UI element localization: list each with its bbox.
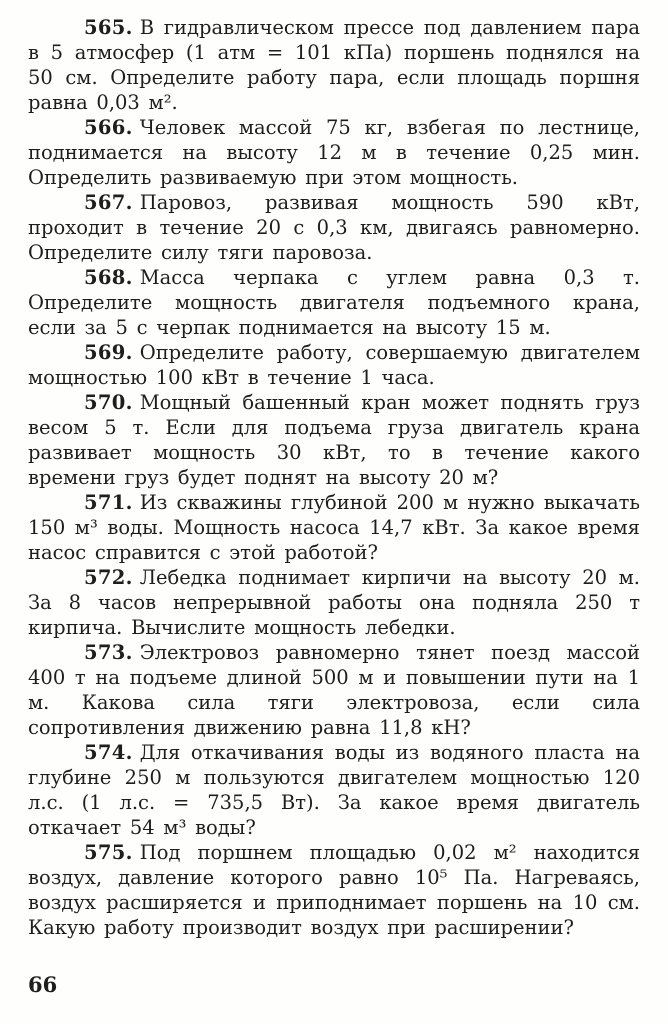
problem-568 — [28, 265, 640, 340]
problems-list — [28, 15, 640, 940]
problem-571-number: 571. — [84, 491, 133, 514]
problem-566 — [28, 115, 640, 190]
problem-574-text: Для откачивания воды из водяного пласта на глубине 250 м пользуются двигателем мощностью 120 л.с. (1 л.с. = 735,5 Вт). За какое время двигатель откачает 54 м³ воды? — [28, 741, 640, 839]
problem-572 — [28, 565, 640, 640]
page-footer — [28, 972, 57, 997]
problem-571 — [28, 490, 640, 565]
problem-575-text: Под поршнем площадью 0,02 м² находится воздух, давление которого равно 10⁵ Па. Нагреваясь, воздух расширяется и приподнимает поршень на 10 см. Какую работу производит воздух при расширении? — [28, 841, 640, 939]
problem-567 — [28, 190, 640, 265]
problem-572-number: 572. — [84, 566, 133, 589]
problem-569 — [28, 340, 640, 390]
problem-569-number: 569. — [84, 341, 133, 364]
page-number: 66 — [28, 972, 58, 997]
problem-574 — [28, 740, 640, 840]
problem-571-text: Из скважины глубиной 200 м нужно выкачать 150 м³ воды. Мощность насоса 14,7 кВт. За какое время насос справится с этой работой? — [28, 491, 640, 564]
problem-569-text: Определите работу, совершаемую двигателем мощностью 100 кВт в течение 1 часа. — [28, 341, 640, 389]
problem-565 — [28, 15, 640, 115]
problem-567-number: 567. — [84, 191, 133, 214]
problem-574-number: 574. — [84, 741, 133, 764]
problem-570 — [28, 390, 640, 490]
problem-570-text: Мощный башенный кран может поднять груз весом 5 т. Если для подъема груза двигатель крана развивает мощность 30 кВт, то в течение какого времени груз будет поднят на высоту 20 м? — [28, 391, 640, 489]
problem-566-number: 566. — [84, 116, 133, 139]
problem-565-number: 565. — [84, 16, 133, 39]
problem-573-number: 573. — [84, 641, 133, 664]
problem-567-text: Паровоз, развивая мощность 590 кВт, проходит в течение 20 с 0,3 км, двигаясь равномерно. Определите силу тяги паровоза. — [28, 191, 640, 264]
problem-565-text: В гидравлическом прессе под давлением пара в 5 атмосфер (1 атм = 101 кПа) поршень поднялся на 50 см. Определите работу пара, если площадь поршня равна 0,03 м². — [28, 16, 640, 114]
problem-570-number: 570. — [84, 391, 133, 414]
problem-575 — [28, 840, 640, 940]
problem-568-text: Масса черпака с углем равна 0,3 т. Определите мощность двигателя подъемного крана, если за 5 с черпак поднимается на высоту 15 м. — [28, 266, 640, 339]
problem-573 — [28, 640, 640, 740]
problem-568-number: 568. — [84, 266, 133, 289]
problem-573-text: Электровоз равномерно тянет поезд массой 400 т на подъеме длиной 500 м и повышении пути на 1 м. Какова сила тяги электровоза, если сила сопротивления движению равна 11,8 кН? — [28, 641, 640, 739]
problem-575-number: 575. — [84, 841, 133, 864]
problem-566-text: Человек массой 75 кг, взбегая по лестнице, поднимается на высоту 12 м в течение 0,25 мин. Определить развиваемую при этом мощность. — [28, 116, 640, 189]
problem-572-text: Лебедка поднимает кирпичи на высоту 20 м. За 8 часов непрерывной работы она подняла 250 т кирпича. Вычислите мощность лебедки. — [28, 566, 640, 639]
